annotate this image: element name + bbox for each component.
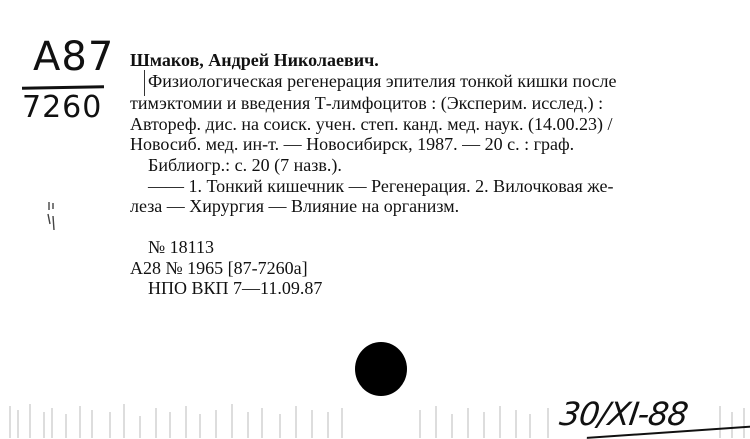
title-line-4: Новосиб. мед. ин-т. — Новосибирск, 1987. — 20 с. : граф. [130,134,575,154]
title-line-1: Физиологическая регенерация эпителия тонкой кишки после [148,71,617,91]
bibliography-note: Библиогр.: с. 20 (7 назв.). [148,155,342,175]
pencil-marks [44,200,60,234]
subjects-line-1: —— 1. Тонкий кишечник — Регенерация. 2. Вилочковая же- [148,176,614,196]
title-line-3: Автореф. дис. на соиск. учен. степ. канд. мед. наук. (14.00.23) / [130,114,613,134]
author-heading: Шмаков, Андрей Николаевич. [130,50,379,70]
subjects-line-2: леза — Хирургия — Влияние на организм. [130,196,460,216]
accession-number: № 18113 [148,237,215,257]
title-line-2: тимэктомии и введения Т-лимфоцитов : (Эксперим. исслед.) : [130,93,604,113]
call-number-top: А87 [33,34,115,80]
handwritten-date-text: 30/XI-88 [557,395,690,433]
publisher-code: НПО ВКП 7—11.09.87 [148,278,323,298]
call-number-bottom: 7260 [22,90,103,125]
handwritten-date-note [557,395,689,433]
classification-number: А28 № 1965 [87-7260а] [130,258,308,278]
punch-hole [355,342,407,396]
